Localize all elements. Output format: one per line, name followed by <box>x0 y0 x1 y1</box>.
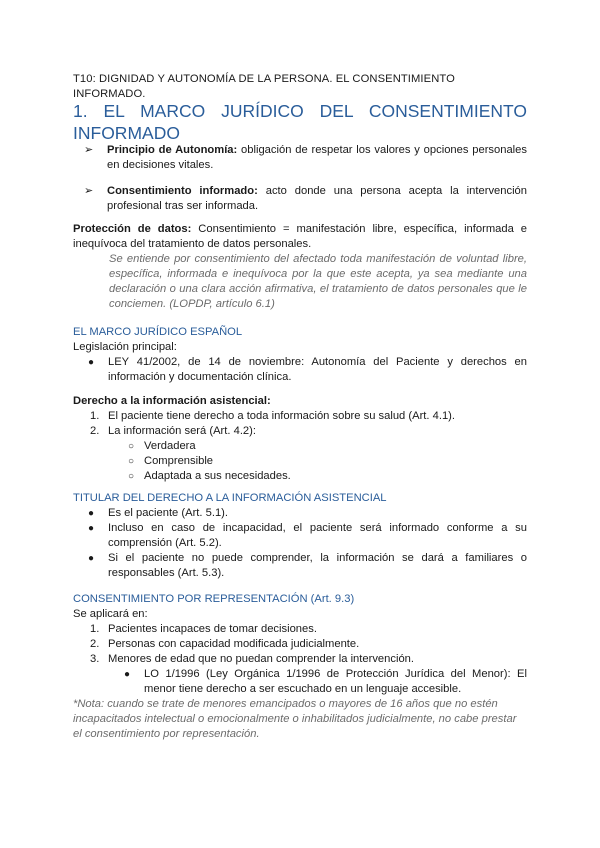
list-item <box>73 506 527 521</box>
item-text: Adaptada a sus necesidades. <box>144 470 291 482</box>
list-item <box>73 622 527 637</box>
list-item <box>73 652 527 667</box>
circle-bullet-icon: ○ <box>128 471 135 482</box>
item-text: LEY 41/2002, de 14 de noviembre: Autonomía del Paciente y derechos en información y documentación clínica. <box>108 356 527 383</box>
list-number: 2. <box>90 425 100 437</box>
item-text: Personas con capacidad modificada judicialmente. <box>108 638 360 650</box>
intro-text: Legislación principal: <box>73 341 177 353</box>
list-item <box>73 143 527 173</box>
arrow-bullet-icon: ➢ <box>84 144 94 156</box>
item-text: LO 1/1996 (Ley Orgánica 1/1996 de Protección Jurídica del Menor): El menor tiene derecho a ser escuchado en un lenguaje accesible. <box>144 668 527 695</box>
bullet-icon: ● <box>88 357 95 368</box>
legal-quote: Se entiende por consentimiento del afectado toda manifestación de voluntad libre, específica, informada e inequívoca por la que este acepta, ya sea mediante una declaración o una clara acción afirmativa, el tratamiento de datos personales que le conciemen. (LOPDP, artículo 6.1) <box>109 253 527 310</box>
list-number: 2. <box>90 638 100 650</box>
bullet-icon: ● <box>88 508 95 519</box>
bullet-icon: ● <box>124 669 131 680</box>
subsection-heading <box>73 394 527 409</box>
data-protection-paragraph <box>73 222 527 252</box>
list-item <box>73 184 527 214</box>
list-number: 3. <box>90 653 100 665</box>
section-1-heading: 1. EL MARCO JURÍDICO DEL CONSENTIMIENTO INFORMADO <box>73 101 527 143</box>
item-text: La información será (Art. 4.2): <box>108 425 256 437</box>
document-title: T10: DIGNIDAD Y AUTONOMÍA DE LA PERSONA. EL CONSENTIMIENTO INFORMADO. <box>73 73 455 100</box>
item-text: Menores de edad que no puedan comprender la intervención. <box>108 653 415 665</box>
section-heading: EL MARCO JURÍDICO ESPAÑOL <box>73 326 243 338</box>
section-heading: CONSENTIMIENTO POR REPRESENTACIÓN (Art. 9.3) <box>73 593 355 605</box>
item-text: Pacientes incapaces de tomar decisiones. <box>108 623 317 635</box>
circle-bullet-icon: ○ <box>128 456 135 467</box>
item-text: Verdadera <box>144 440 196 452</box>
list-number: 1. <box>90 623 100 635</box>
consent-by-representation <box>73 592 527 742</box>
circle-bullet-icon: ○ <box>128 441 135 452</box>
footnote: *Nota: cuando se trate de menores emancipados o mayores de 16 años que no estén incapacitados intelectual o emocionalmente o inhabilitados judicialmente, no cabe prestar el consentimiento por representación. <box>73 698 517 740</box>
list-item <box>73 355 527 385</box>
list-item <box>73 424 527 439</box>
information-holder <box>73 491 527 581</box>
list-item <box>73 551 527 581</box>
item-text: El paciente tiene derecho a toda información sobre su salud (Art. 4.1). <box>108 410 456 422</box>
list-item <box>73 409 527 424</box>
definition: Consentimiento = manifestación libre, específica, informada e inequívoca del tratamiento de datos personales. <box>73 223 527 250</box>
list-item <box>73 439 527 454</box>
term: Consentimiento informado: <box>107 185 258 197</box>
item-text: Es el paciente (Art. 5.1). <box>108 507 229 519</box>
arrow-bullet-icon: ➢ <box>84 185 94 197</box>
item-text: Si el paciente no puede comprender, la información se dará a familiares o responsables (Art. 5.3). <box>108 552 527 579</box>
item-text: Incluso en caso de incapacidad, el paciente será informado conforme a su comprensión (Art. 5.2). <box>108 522 527 549</box>
list-item <box>73 637 527 652</box>
section-heading: TITULAR DEL DERECHO A LA INFORMACIÓN ASISTENCIAL <box>73 492 387 504</box>
intro-text: Se aplicará en: <box>73 608 148 620</box>
heading-text: Derecho a la información asistencial: <box>73 395 271 407</box>
spanish-framework <box>73 325 527 385</box>
list-item <box>73 469 527 484</box>
right-to-information <box>73 394 527 484</box>
term: Protección de datos: <box>73 223 192 235</box>
data-protection <box>73 222 527 312</box>
list-item <box>73 454 527 469</box>
item-text: Comprensible <box>144 455 214 467</box>
term: Principio de Autonomía: <box>107 144 238 156</box>
definition: obligación de respetar los valores y opciones personales en decisiones vitales. <box>107 144 527 171</box>
bullet-icon: ● <box>88 553 95 564</box>
list-item <box>73 667 527 697</box>
principles-list <box>73 143 527 214</box>
bullet-icon: ● <box>88 523 95 534</box>
list-number: 1. <box>90 410 100 422</box>
list-item <box>73 521 527 551</box>
definition: acto donde una persona acepta la intervención profesional tras ser informada. <box>107 185 528 212</box>
